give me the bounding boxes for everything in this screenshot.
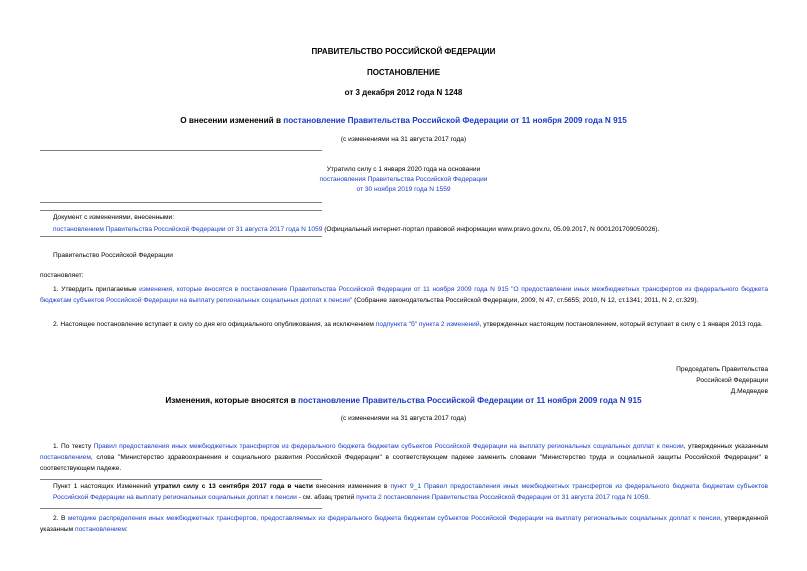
- signature-block: [676, 365, 768, 398]
- p2-link[interactable]: подпункта "б" пункта 2 изменений: [375, 321, 480, 328]
- item1-text: 1. По тексту: [53, 443, 94, 450]
- paragraph-1: [40, 285, 768, 307]
- p2-text: 2. Настоящее постановление вступает в силу со дня его официального опубликования, за исключением: [53, 321, 376, 328]
- p1-link[interactable]: изменения, которые вносятся в постановление Правительства Российской Федерации от 11 ноября 2009 года N 915 "О предоставлении иных межбюджетных трансфертов из федерального бюджета бюджетам субъектов Российской Федерации на выплату региональных социальных доплат к пенсии": [40, 286, 768, 304]
- divider: [40, 202, 322, 203]
- changes-source: (Официальный интернет-портал правовой информации www.pravo.gov.ru, 05.09.2017, N 0001201709050026).: [322, 225, 660, 233]
- note-link-1[interactable]: пункт 9_1 Правил предоставления иных межбюджетных трансфертов из федерального бюджета бюджетам субъектов Российской Федерации на выплату региональных социальных доплат к пенсии: [53, 483, 768, 501]
- government-heading: ПРАВИТЕЛЬСТВО РОССИЙСКОЙ ФЕДЕРАЦИИ: [311, 47, 496, 56]
- annex-title-link[interactable]: постановление Правительства Российской Федерации от 11 ноября 2009 года N 915: [298, 396, 642, 405]
- government-line: Правительство Российской Федерации: [53, 252, 173, 259]
- divider: [40, 150, 322, 151]
- annex-title-prefix: Изменения, которые вносятся в: [165, 396, 299, 405]
- annex-item-1: [40, 442, 768, 475]
- item1-text-2: , утвержденных указанным: [683, 443, 768, 450]
- note-text-2: внесения изменения в: [312, 483, 391, 490]
- document-date-number: от 3 декабря 2012 года N 1248: [344, 88, 463, 97]
- divider: [40, 479, 322, 480]
- signature-org: Российской Федерации: [696, 376, 768, 384]
- note-text: Пункт 1 настоящих Изменений: [53, 483, 155, 490]
- signature-name: Д.Медведев: [730, 387, 768, 395]
- p1-source: (Собрание законодательства Российской Федерации, 2009, N 47, ст.5655; 2010, N 12, ст.1341; 2011, N 2, ст.329).: [352, 296, 699, 304]
- repeal-link-2[interactable]: от 30 ноября 2019 года N 1559: [356, 185, 451, 193]
- divider: [40, 508, 322, 509]
- item2-text: 2. В: [53, 515, 68, 522]
- paragraph-2: [40, 320, 768, 331]
- item2-link-resolution[interactable]: постановлением: [75, 525, 126, 533]
- document-title: [0, 115, 807, 127]
- title-prefix: О внесении изменений в: [180, 116, 284, 125]
- repeal-line: Утратило силу с 1 января 2020 года на основании: [326, 166, 481, 173]
- signature-position: Председатель Правительства: [676, 366, 768, 373]
- annex-title: [0, 395, 807, 407]
- annex-amendment-note: (с изменениями на 31 августа 2017 года): [340, 415, 467, 422]
- item1-text-3: , слова "Министерство здравоохранения и социального развития Российской Федерации" в соответствующем падеже заменить словами "Министерство труда и социальной защиты Российской Федерации" в соответствующем падеже.: [40, 453, 768, 472]
- repeal-note: [250, 165, 557, 195]
- item1-link-rules[interactable]: Правил предоставления иных межбюджетных трансфертов из федерального бюджета бюджетам субъектов Российской Федерации на выплату региональных социальных доплат к пенсии: [93, 443, 684, 450]
- changes-document: [53, 212, 773, 235]
- p1-text: 1. Утвердить прилагаемые: [53, 286, 140, 293]
- divider: [40, 210, 322, 211]
- title-link[interactable]: постановление Правительства Российской Федерации от 11 ноября 2009 года N 915: [283, 116, 627, 125]
- annex-note: [53, 482, 768, 504]
- item2-text-2: , утвержденной указанным: [40, 515, 769, 533]
- changes-link[interactable]: постановлением Правительства Российской Федерации от 31 августа 2017 года N 1059: [53, 225, 323, 233]
- annex-item-2: [40, 514, 768, 536]
- divider: [40, 236, 322, 237]
- note-text-4: .: [648, 493, 651, 501]
- document-type: ПОСТАНОВЛЕНИЕ: [366, 68, 441, 77]
- amendment-note: (с изменениями на 31 августа 2017 года): [340, 136, 467, 143]
- item2-link-method[interactable]: методике распределения иных межбюджетных трансфертов, предоставляемых из федерального бюджета бюджетам субъектов Российской Федерации на выплату региональных социальных доплат к пенсии: [67, 515, 721, 522]
- note-bold: утратил силу с 13 сентября 2017 года в части: [154, 483, 313, 490]
- item2-text-3: :: [125, 525, 128, 533]
- decides-line: постановляет:: [40, 272, 84, 279]
- note-text-3: - см. абзац третий: [296, 493, 357, 501]
- item1-link-resolution[interactable]: постановлением: [40, 453, 91, 461]
- note-link-2[interactable]: пункта 2 постановления Правительства Российской Федерации от 31 августа 2017 года N 1059: [356, 493, 649, 501]
- repeal-link-1[interactable]: постановления Правительства Российской Федерации: [319, 175, 488, 183]
- p2-text-end: , утвержденных настоящим постановлением, который вступает в силу с 1 января 2013 года.: [479, 321, 763, 328]
- changes-label: Документ с изменениями, внесенными:: [53, 214, 175, 221]
